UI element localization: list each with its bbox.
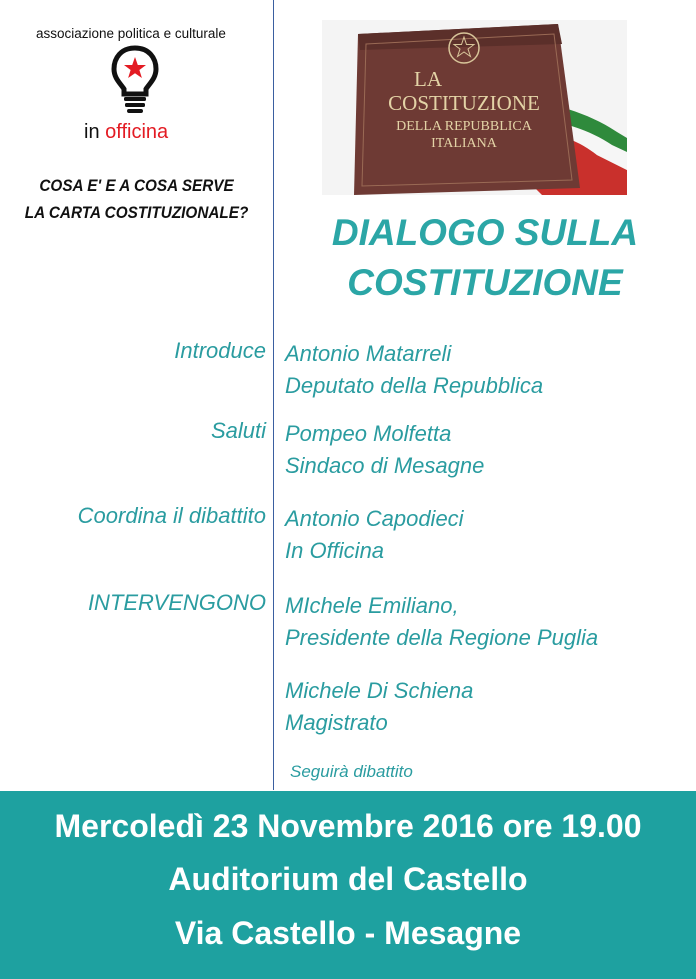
question-line-1: COSA E' E A COSA SERVE: [39, 176, 234, 195]
speaker-name: Pompeo Molfetta: [285, 421, 452, 446]
speaker-name: Antonio Capodieci: [285, 506, 464, 531]
program-entry-di-schiena: [285, 675, 473, 739]
program-label-introduce: Introduce: [174, 338, 266, 363]
event-date: Mercoledì 23 Novembre 2016 ore 19.00: [54, 808, 642, 844]
question-heading: [14, 172, 260, 226]
speaker-role: In Officina: [285, 538, 385, 563]
program-entry-saluti: [285, 418, 484, 482]
program-entry-emiliano: [285, 590, 598, 654]
constitution-book-image: [322, 20, 627, 195]
speaker-role: Deputato della Repubblica: [285, 373, 544, 398]
followup-note: Seguirà dibattito: [290, 762, 413, 781]
speaker-role: Presidente della Regione Puglia: [285, 625, 599, 650]
association-tagline: associazione politica e culturale: [36, 26, 226, 41]
speaker-name: Antonio Matarreli: [285, 341, 452, 366]
book-text-la: LA: [414, 67, 442, 91]
question-line-2: LA CARTA COSTITUZIONALE?: [24, 203, 249, 222]
lightbulb-star-icon: [111, 44, 159, 116]
event-title-line-1: DIALOGO SULLA: [331, 212, 639, 253]
program-label-saluti: Saluti: [210, 418, 266, 443]
book-text-repubblica: DELLA REPUBBLICA: [396, 119, 532, 134]
book-text-costituzione: COSTITUZIONE: [388, 91, 540, 115]
brand-name: [84, 121, 168, 144]
speaker-name: MIchele Emiliano,: [285, 593, 459, 618]
book-text-italiana: ITALIANA: [431, 136, 497, 151]
program-label-coordina: Coordina il dibattito: [77, 503, 266, 528]
event-title-line-2: COSTITUZIONE: [347, 262, 623, 303]
program-entry-introduce: [285, 338, 543, 402]
brand-accent: officina: [105, 121, 169, 143]
vertical-divider: [273, 0, 274, 790]
event-address: Via Castello - Mesagne: [174, 915, 522, 951]
program-entry-coordina: [285, 503, 464, 567]
event-venue: Auditorium del Castello: [168, 861, 528, 897]
event-title: [290, 208, 680, 308]
event-details-banner: [0, 791, 696, 979]
speaker-name: Michele Di Schiena: [285, 678, 474, 703]
program-label-intervengono: INTERVENGONO: [87, 590, 266, 615]
speaker-role: Magistrato: [285, 710, 388, 735]
brand-prefix: in: [84, 121, 106, 143]
speaker-role: Sindaco di Mesagne: [285, 453, 485, 478]
